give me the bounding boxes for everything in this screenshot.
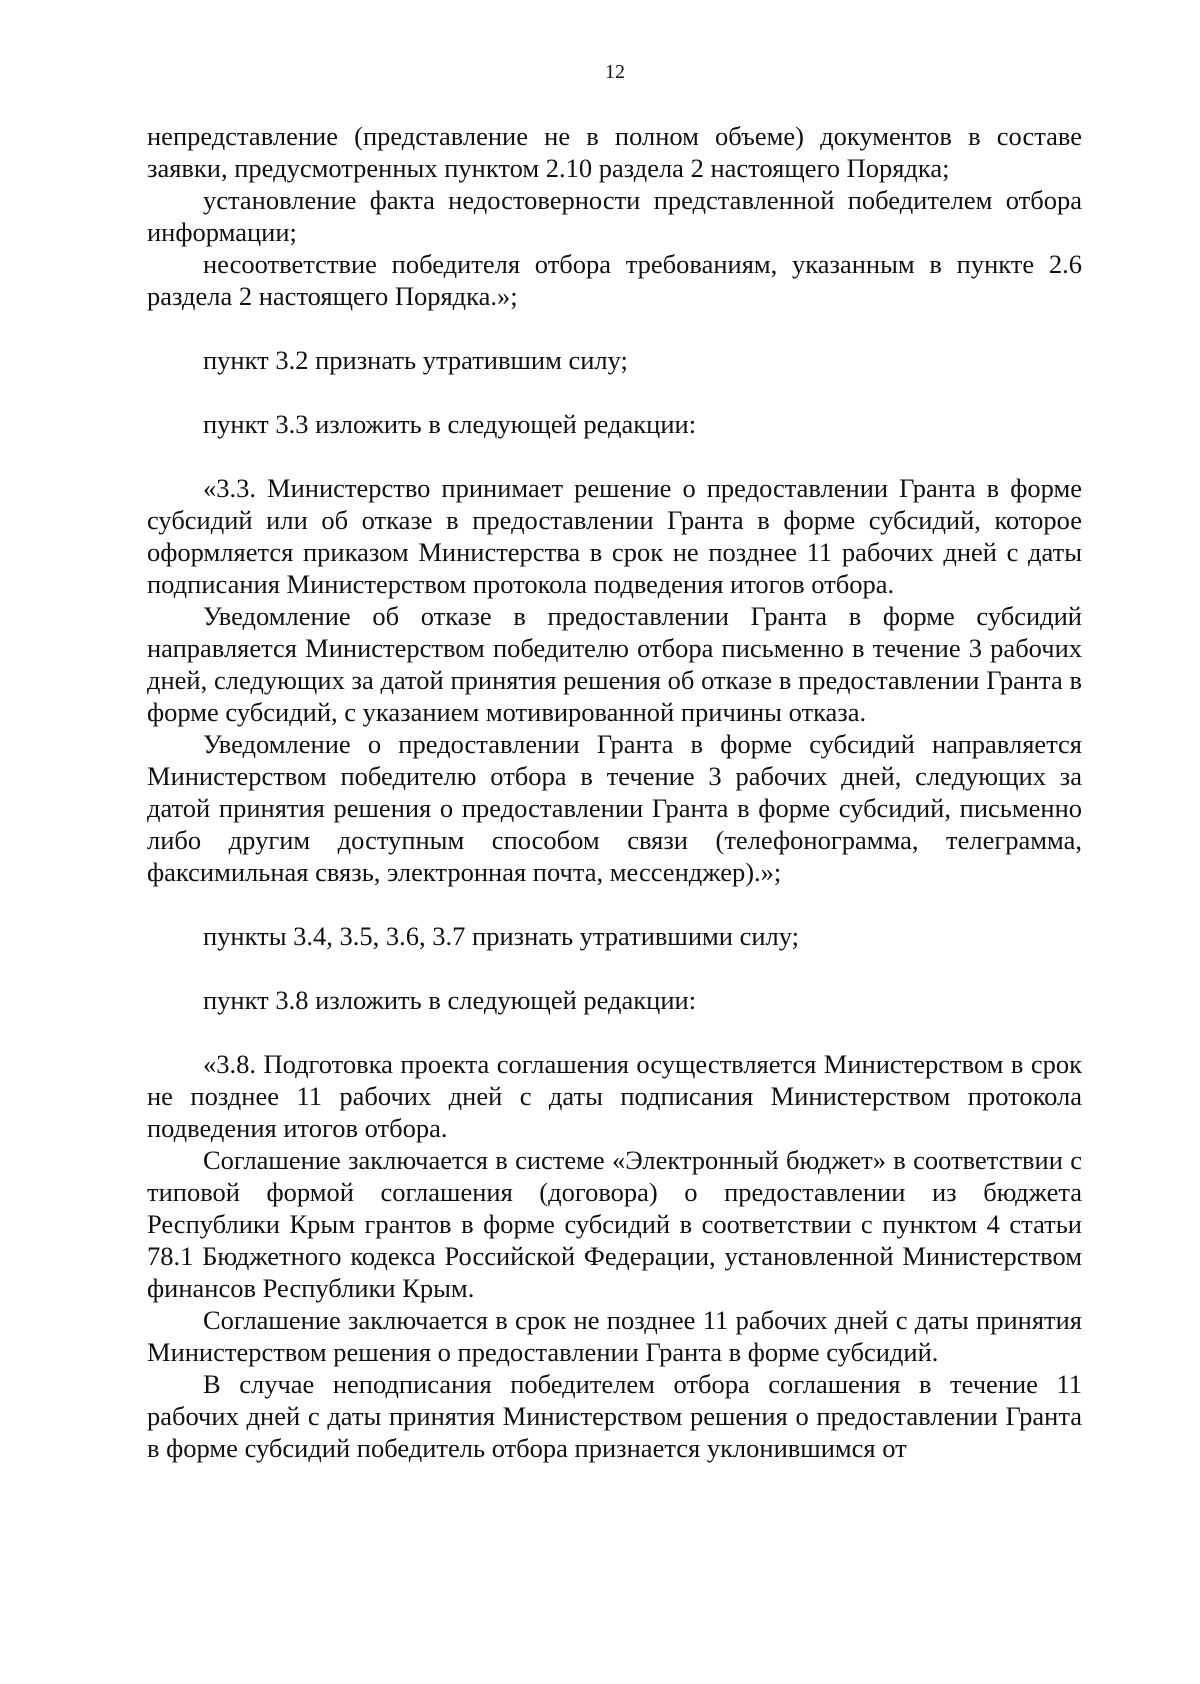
paragraph: несоответствие победителя отбора требованиям, указанным в пункте 2.6 раздела 2 настоящего Порядка.»; [147, 249, 1082, 311]
paragraph: пункт 3.3 изложить в следующей редакции: [203, 409, 697, 439]
paragraph: В случае неподписания победителем отбора соглашения в течение 11 рабочих дней с даты принятия Министерством решения о предоставлении Гранта в форме субсидий победитель отбора признается уклонившимся от [147, 1369, 1082, 1463]
paragraph: установление факта недостоверности представленной победителем отбора информации; [147, 185, 1082, 247]
paragraph: пункт 3.8 изложить в следующей редакции: [203, 985, 697, 1015]
paragraph: Соглашение заключается в системе «Электронный бюджет» в соответствии с типовой формой соглашения (договора) о предоставлении из бюджета Республики Крым грантов в форме субсидий в соответствии с пунктом 4 статьи 78.1 Бюджетного кодекса Российской Федерации, установленной Министерством финансов Республики Крым. [147, 1145, 1082, 1303]
paragraph: непредставление (представление не в полном объеме) документов в составе заявки, предусмотренных пунктом 2.10 раздела 2 настоящего Порядка; [147, 121, 1082, 183]
paragraph: пункты 3.4, 3.5, 3.6, 3.7 признать утратившими силу; [203, 921, 800, 951]
paragraph: «3.3. Министерство принимает решение о предоставлении Гранта в форме субсидий или об отказе в предоставлении Гранта в форме субсидий, которое оформляется приказом Министерства в срок не позднее 11 рабочих дней с даты подписания Министерством протокола подведения итогов отбора. [147, 473, 1082, 599]
page-number: 12 [605, 61, 625, 83]
paragraph: Соглашение заключается в срок не позднее 11 рабочих дней с даты принятия Министерством решения о предоставлении Гранта в форме субсидий. [147, 1305, 1082, 1367]
paragraph: пункт 3.2 признать утратившим силу; [203, 345, 628, 375]
document-body [147, 120, 1082, 1464]
paragraph: Уведомление о предоставлении Гранта в форме субсидий направляется Министерством победителю отбора в течение 3 рабочих дней, следующих за датой принятия решения о предоставлении Гранта в форме субсидий, письменно либо другим доступным способом связи (телефонограмма, телеграмма, факсимильная связь, электронная почта, мессенджер).»; [147, 729, 1082, 887]
paragraph: Уведомление об отказе в предоставлении Гранта в форме субсидий направляется Министерством победителю отбора письменно в течение 3 рабочих дней, следующих за датой принятия решения об отказе в предоставлении Гранта в форме субсидий, с указанием мотивированной причины отказа. [147, 601, 1082, 727]
paragraph: «3.8. Подготовка проекта соглашения осуществляется Министерством в срок не позднее 11 рабочих дней с даты подписания Министерством протокола подведения итогов отбора. [147, 1049, 1082, 1143]
